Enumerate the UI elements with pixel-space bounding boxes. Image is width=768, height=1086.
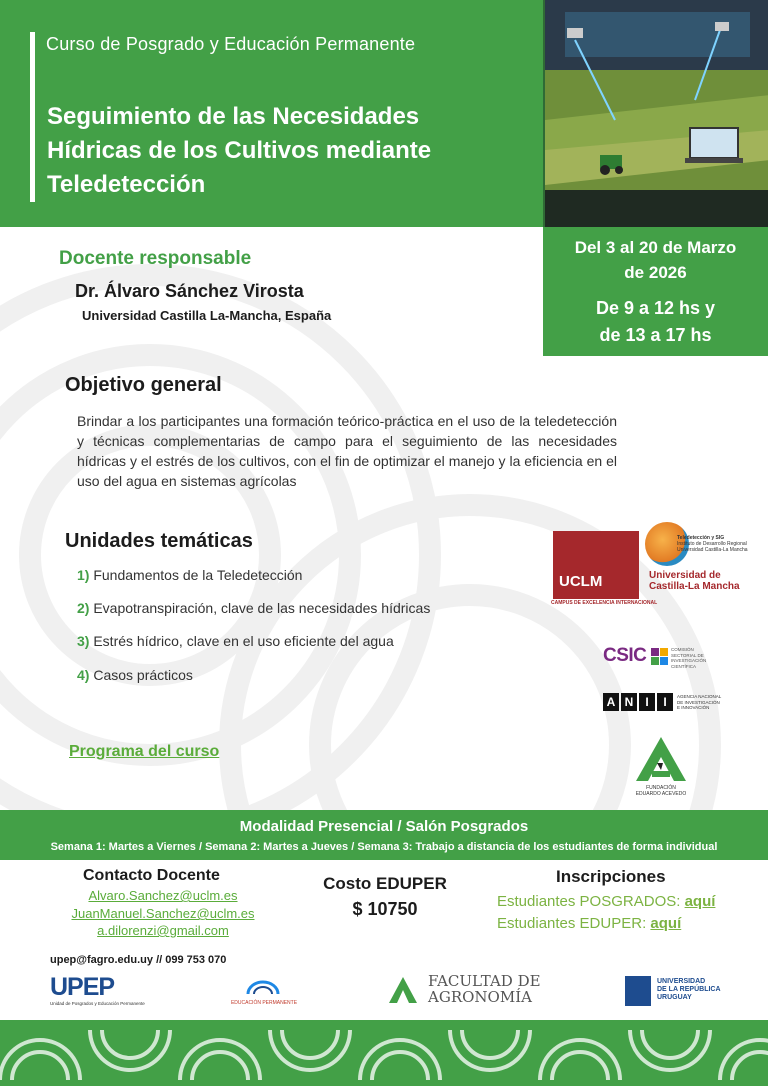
facultad-agronomia-text bbox=[428, 973, 541, 1005]
course-title-line: Teledetección bbox=[47, 171, 206, 198]
costo-value: $ 10750 bbox=[352, 899, 418, 919]
anii-text bbox=[677, 694, 727, 711]
course-title bbox=[47, 100, 527, 202]
email-link[interactable]: Alvaro.Sanchez@uclm.es bbox=[88, 888, 238, 903]
modalidad-band bbox=[0, 810, 768, 860]
docente-university: Universidad Castilla La-Mancha, España bbox=[82, 308, 332, 323]
facultad-line: FACULTAD DE bbox=[428, 972, 541, 990]
course-title-line: Seguimiento de las Necesidades bbox=[47, 103, 420, 130]
anii-letter: A bbox=[603, 693, 619, 711]
docente-heading: Docente responsable bbox=[59, 248, 252, 269]
modalidad-title: Modalidad Presencial / Salón Posgrados bbox=[239, 818, 529, 835]
uclm-name-line: Castilla-La Mancha bbox=[649, 581, 740, 592]
inscripcion-link[interactable]: aquí bbox=[684, 893, 716, 910]
inscripcion-item bbox=[497, 893, 715, 910]
objetivo-text: Brindar a los participantes una formación teórico-práctica en el uso de la teledetección y técnicas complementarias de campo para el seguimiento de las necesidades hídricas y el estrés de los cultivos, con el fin de optimizar el manejo y la eficiencia en el uso del agua en sistemas agrícolas bbox=[77, 413, 617, 489]
modalidad-detail: Semana 1: Martes a Viernes / Semana 2: Martes a Jueves / Semana 3: Trabajo a distancia de los estudiantes de forma individual bbox=[50, 841, 718, 853]
date-box bbox=[543, 227, 768, 356]
anii-letter: I bbox=[639, 693, 655, 711]
uclm-caption: CAMPUS DE EXCELENCIA INTERNACIONAL bbox=[551, 600, 658, 606]
unit-item bbox=[77, 600, 430, 616]
unit-item bbox=[77, 567, 302, 583]
email-link[interactable]: a.dilorenzi@gmail.com bbox=[97, 923, 229, 938]
tele-line: Instituto de Desarrollo Regional bbox=[677, 541, 747, 547]
unit-number: 2) bbox=[77, 600, 90, 616]
inscripcion-link[interactable]: aquí bbox=[650, 915, 682, 932]
anii-line: DE INVESTIGACIÓN bbox=[677, 699, 720, 705]
unit-number: 4) bbox=[77, 667, 90, 683]
fundacion-text bbox=[623, 785, 699, 797]
schedule-line: de 13 a 17 hs bbox=[599, 325, 712, 345]
contacto-heading: Contacto Docente bbox=[83, 867, 220, 884]
udelar-line: DE LA REPÚBLICA bbox=[657, 986, 721, 993]
fea-line: EDUARDO ACEVEDO bbox=[635, 791, 687, 797]
date-line: Del 3 al 20 de Marzo bbox=[574, 238, 737, 257]
docente-name: Dr. Álvaro Sánchez Virosta bbox=[75, 281, 304, 301]
uclm-logo bbox=[553, 531, 639, 599]
upep-subtitle: Unidad de Posgrados y Educación Permanente bbox=[50, 1001, 145, 1006]
tele-line: Teledetección y SIG bbox=[677, 535, 725, 541]
csic-icon bbox=[651, 648, 668, 665]
upep-logo-text: UPEP bbox=[50, 973, 115, 1001]
anii-line: AGENCIA NACIONAL bbox=[677, 694, 722, 699]
header-subtitle: Curso de Posgrado y Educación Permanente bbox=[46, 34, 416, 54]
objetivo-heading: Objetivo general bbox=[65, 374, 222, 396]
upep-contact: upep@fagro.edu.uy // 099 753 070 bbox=[50, 954, 227, 966]
anii-line: E INNOVACIÓN bbox=[677, 705, 710, 710]
unit-number: 1) bbox=[77, 567, 90, 583]
fea-line: FUNDACIÓN bbox=[646, 785, 676, 791]
csic-line: INVESTIGACIÓN bbox=[671, 658, 707, 663]
unit-text: Fundamentos de la Teledetección bbox=[93, 567, 303, 583]
educacion-permanente-icon bbox=[228, 972, 298, 1012]
inscripcion-text: Estudiantes POSGRADOS: bbox=[497, 893, 681, 910]
csic-line: CIENTÍFICA bbox=[671, 663, 697, 669]
uclm-name bbox=[649, 570, 740, 592]
footer-pattern bbox=[0, 1020, 768, 1086]
schedule bbox=[543, 295, 768, 349]
csic-line: SECTORIAL DE bbox=[671, 652, 704, 658]
csic-line: COMISIÓN bbox=[671, 647, 694, 652]
inscripciones-heading: Inscripciones bbox=[556, 867, 666, 886]
educacion-permanente-text: EDUCACIÓN PERMANENTE bbox=[230, 1000, 298, 1006]
unit-text: Casos prácticos bbox=[93, 667, 193, 683]
inscripcion-item bbox=[497, 915, 681, 932]
teledeteccion-logo-text bbox=[677, 535, 748, 553]
unit-item bbox=[77, 633, 394, 649]
facultad-agronomia-icon bbox=[388, 975, 418, 1005]
anii-letter: I bbox=[657, 693, 673, 711]
header-accent-bar bbox=[30, 32, 35, 202]
unit-number: 3) bbox=[77, 633, 90, 649]
footer-pattern-graphic bbox=[0, 1020, 768, 1086]
inscripcion-text: Estudiantes EDUPER: bbox=[497, 915, 647, 932]
facultad-line: AGRONOMÍA bbox=[428, 988, 532, 1006]
email-link[interactable]: JuanManuel.Sanchez@uclm.es bbox=[71, 906, 255, 921]
csic-logo: CSIC bbox=[603, 645, 647, 666]
uclm-name-line: Universidad de bbox=[649, 570, 721, 581]
unidades-heading: Unidades temáticas bbox=[65, 530, 253, 552]
hero-illustration bbox=[545, 0, 768, 227]
date-line: de 2026 bbox=[624, 263, 687, 282]
unit-text: Estrés hídrico, clave en el uso eficiente del agua bbox=[93, 633, 394, 649]
unit-text: Evapotranspiración, clave de las necesidades hídricas bbox=[93, 600, 431, 616]
tele-line: Universidad Castilla-La Mancha bbox=[677, 547, 748, 553]
course-title-line: Hídricas de los Cultivos mediante bbox=[47, 137, 432, 164]
upep-logo bbox=[50, 973, 114, 1002]
udelar-line: UNIVERSIDAD bbox=[657, 978, 706, 985]
unit-item bbox=[77, 667, 193, 683]
uclm-logo-text: UCLM bbox=[559, 573, 603, 590]
programa-link[interactable]: Programa del curso bbox=[69, 743, 220, 760]
udelar-shield-icon bbox=[625, 976, 651, 1006]
costo-label: Costo EDUPER bbox=[323, 874, 447, 893]
udelar-line: URUGUAY bbox=[657, 994, 692, 1001]
date-range bbox=[543, 235, 768, 285]
udelar-text bbox=[657, 978, 721, 1002]
hero-image bbox=[543, 0, 768, 227]
anii-logo bbox=[603, 693, 673, 711]
anii-letter: N bbox=[621, 693, 637, 711]
csic-text bbox=[671, 647, 716, 669]
schedule-line: De 9 a 12 hs y bbox=[595, 298, 716, 318]
